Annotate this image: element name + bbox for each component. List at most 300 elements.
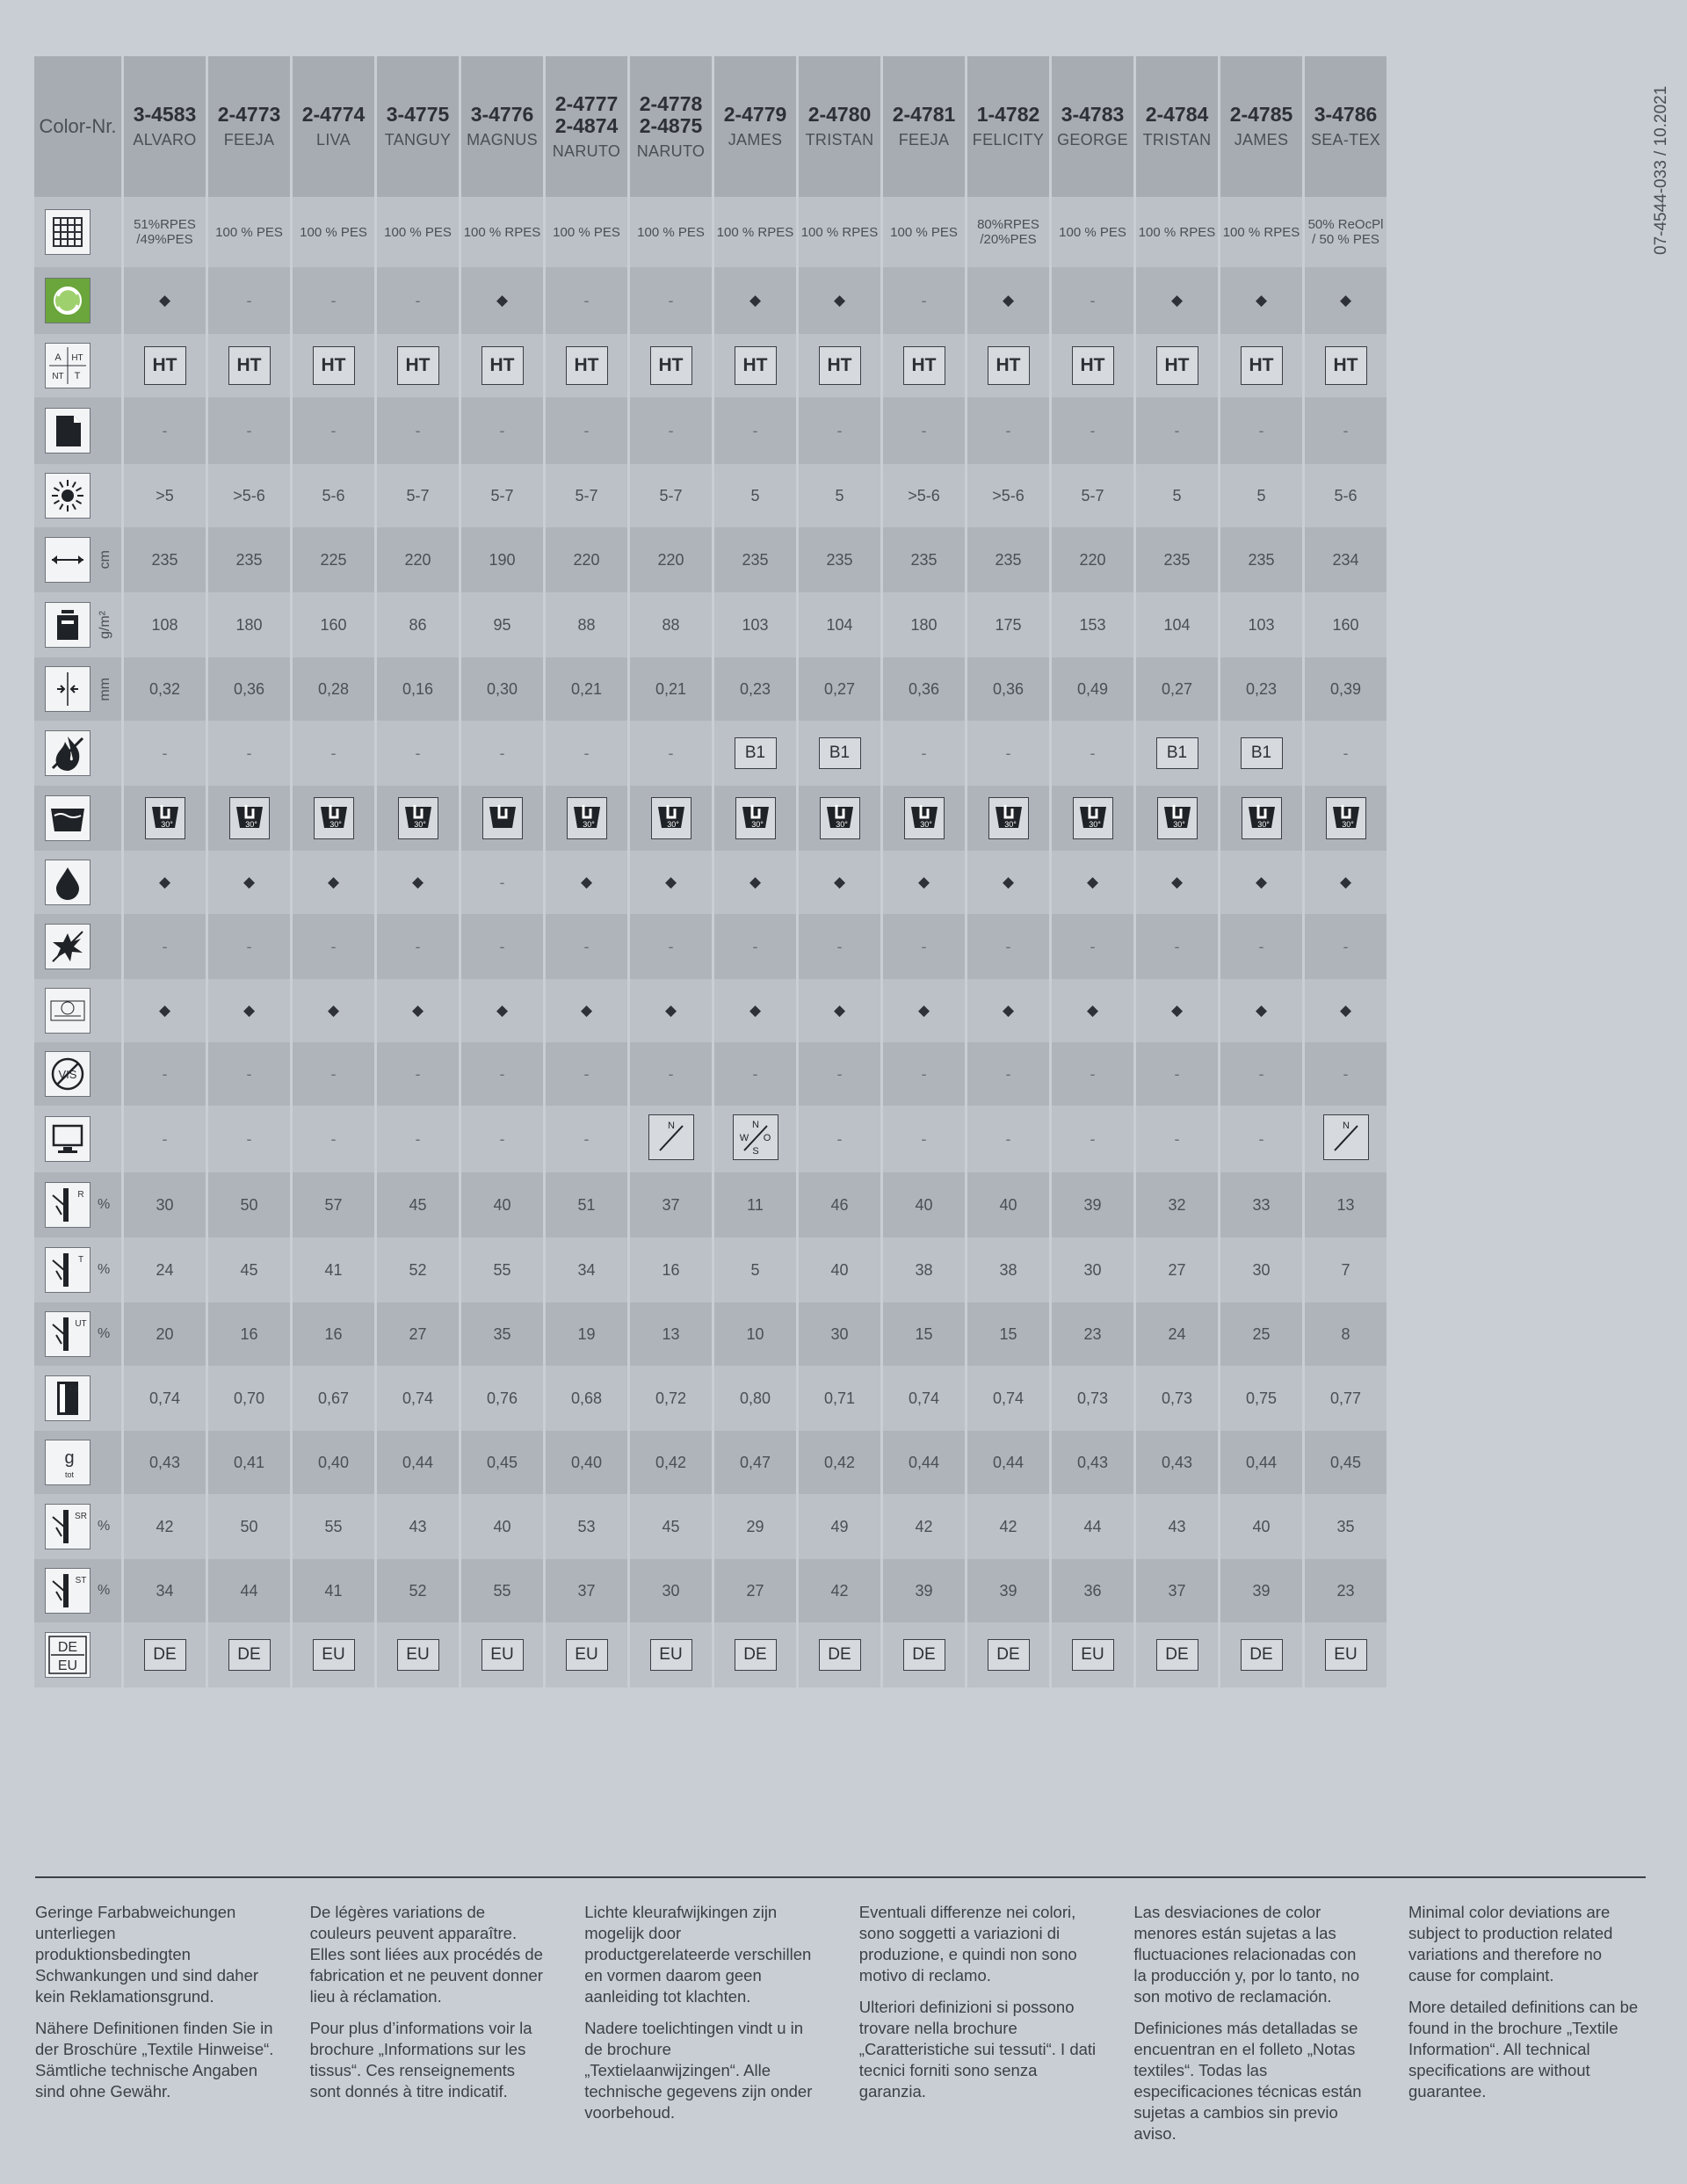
spec-value: 0,74 <box>148 1389 181 1407</box>
spec-cell <box>630 851 712 914</box>
spec-cell <box>1220 1237 1302 1302</box>
spec-value: 30 <box>1252 1260 1271 1279</box>
dash-mark: - <box>499 1064 505 1083</box>
spec-cell <box>293 1622 374 1687</box>
spec-cell <box>377 197 459 267</box>
spec-value: 30 <box>156 1195 174 1214</box>
svg-text:VIS: VIS <box>58 1068 77 1081</box>
spec-cell <box>1052 914 1133 979</box>
spec-cell <box>546 334 627 397</box>
diamond-mark: ◆ <box>158 292 171 308</box>
spec-cell <box>1305 1366 1387 1431</box>
spec-cell <box>1052 592 1133 657</box>
footer-note: Nadere toelichtingen vindt u in de brochure „Textielaanwijzingen“. Alle technische gegevens zijn onder voorbehoud. <box>584 2019 813 2122</box>
spec-cell <box>377 1237 459 1302</box>
color-column-header <box>883 56 965 197</box>
spec-cell <box>1136 1622 1218 1687</box>
diamond-mark: ◆ <box>1339 1002 1352 1019</box>
dash-mark: - <box>836 1129 843 1148</box>
spec-cell <box>377 1494 459 1559</box>
spec-cell <box>799 721 880 786</box>
composition-value: 100 % RPES <box>1222 224 1300 240</box>
spec-cell <box>799 1237 880 1302</box>
spec-value: 40 <box>830 1260 849 1279</box>
diamond-mark: ◆ <box>580 1002 593 1019</box>
dash-mark: - <box>246 291 252 309</box>
spec-value: 45 <box>240 1260 258 1279</box>
color-code-alt: 2-4874 <box>554 113 619 137</box>
spec-cell <box>799 1431 880 1494</box>
flame-icon <box>45 730 91 776</box>
spec-cell <box>1305 1431 1387 1494</box>
spec-value: 19 <box>577 1324 596 1343</box>
spec-row <box>34 1494 1387 1559</box>
spec-value: 5-7 <box>575 486 598 504</box>
code-badge: B1 <box>819 737 861 769</box>
wash-30-icon <box>735 797 776 839</box>
spec-value: 180 <box>235 615 263 634</box>
spec-value: 50 <box>240 1195 258 1214</box>
color-code-alt: 2-4875 <box>639 113 703 137</box>
spec-value: 38 <box>915 1260 933 1279</box>
code-badge: DE <box>1241 1639 1283 1671</box>
composition-value: 100 % PES <box>384 224 452 240</box>
spec-cell <box>124 786 206 851</box>
spec-value: 0,44 <box>1245 1453 1278 1471</box>
spec-row-label <box>34 1042 121 1106</box>
dash-mark: - <box>246 744 252 762</box>
spec-cell <box>1305 1622 1387 1687</box>
spec-value: 0,39 <box>1329 679 1362 698</box>
fabric-name: JAMES <box>728 131 783 149</box>
spec-cell <box>799 851 880 914</box>
spec-cell <box>1136 1172 1218 1237</box>
spec-cell <box>293 197 374 267</box>
diamond-mark: ◆ <box>664 1002 677 1019</box>
spec-value: 41 <box>324 1260 343 1279</box>
spec-cell <box>883 1494 965 1559</box>
spec-cell <box>208 1559 290 1622</box>
spec-cell <box>883 267 965 334</box>
spec-value: 40 <box>493 1195 511 1214</box>
spec-value: 5 <box>1172 486 1182 504</box>
spec-cell <box>1136 527 1218 592</box>
spec-cell <box>714 1172 796 1237</box>
dash-mark: - <box>499 421 505 439</box>
compass-icon <box>1323 1114 1369 1160</box>
spec-cell <box>546 527 627 592</box>
spec-row-label <box>34 197 121 267</box>
spec-cell <box>1052 1366 1133 1431</box>
svg-text:g: g <box>64 1448 75 1468</box>
spec-value: 0,47 <box>739 1453 771 1471</box>
spec-value: 37 <box>1168 1581 1186 1600</box>
spec-value: 55 <box>324 1517 343 1535</box>
spec-cell <box>293 1042 374 1106</box>
code-badge: DE <box>903 1639 945 1671</box>
spec-value: 32 <box>1168 1195 1186 1214</box>
spec-cell <box>293 851 374 914</box>
fabric-name: ALVARO <box>133 131 197 149</box>
spec-value: 5-7 <box>1081 486 1104 504</box>
spec-value: 15 <box>999 1324 1017 1343</box>
spec-value: 27 <box>746 1581 764 1600</box>
fabric-spec-table <box>32 56 1389 1687</box>
spec-cell <box>967 334 1049 397</box>
svg-text:R: R <box>77 1190 84 1200</box>
spec-value: 235 <box>826 550 853 569</box>
spec-cell <box>208 721 290 786</box>
spec-cell <box>799 1622 880 1687</box>
spec-cell <box>124 1172 206 1237</box>
spec-value: 40 <box>915 1195 933 1214</box>
spec-value: 95 <box>493 615 511 634</box>
spec-cell <box>124 197 206 267</box>
spec-cell <box>1220 1494 1302 1559</box>
spec-cell <box>630 1237 712 1302</box>
spec-value: 0,21 <box>655 679 687 698</box>
dash-mark: - <box>162 744 168 762</box>
spec-cell <box>377 267 459 334</box>
spec-value: >5-6 <box>908 486 940 504</box>
spec-cell <box>967 1302 1049 1366</box>
spec-cell <box>377 1302 459 1366</box>
spec-cell <box>1136 1042 1218 1106</box>
spec-cell <box>461 1622 543 1687</box>
spec-value: 45 <box>409 1195 427 1214</box>
color-code: 2-4781 <box>892 103 956 126</box>
spec-cell <box>208 1494 290 1559</box>
spec-value: 13 <box>662 1324 680 1343</box>
spec-cell <box>461 786 543 851</box>
wash-30-icon <box>1326 797 1366 839</box>
spec-cell <box>1305 527 1387 592</box>
spec-value: 0,74 <box>402 1389 434 1407</box>
spec-cell <box>883 197 965 267</box>
unit-label: % <box>98 1197 111 1212</box>
spec-cell <box>124 721 206 786</box>
spec-cell <box>546 1431 627 1494</box>
spec-value: 88 <box>662 615 680 634</box>
spec-value: 7 <box>1341 1260 1350 1279</box>
spec-value: 8 <box>1341 1324 1350 1343</box>
spec-row-label <box>34 851 121 914</box>
dash-mark: - <box>1343 744 1349 762</box>
spec-cell <box>546 1106 627 1172</box>
spec-cell <box>1136 657 1218 721</box>
spec-cell <box>461 267 543 334</box>
spec-cell <box>967 979 1049 1042</box>
spec-cell <box>883 851 965 914</box>
width-arrow-icon <box>45 537 91 583</box>
spec-cell <box>377 721 459 786</box>
diamond-mark: ◆ <box>749 292 762 308</box>
wash-30-icon <box>314 797 354 839</box>
composition-value: 80%RPES /20%PES <box>977 217 1039 247</box>
spec-value: 0,76 <box>486 1389 518 1407</box>
spec-cell <box>630 914 712 979</box>
color-column-header <box>124 56 206 197</box>
spec-cell <box>883 334 965 397</box>
spec-value: 33 <box>1252 1195 1271 1214</box>
diamond-mark: ◆ <box>1170 292 1184 308</box>
spec-cell <box>967 1042 1049 1106</box>
code-badge: DE <box>228 1639 271 1671</box>
spec-value: 160 <box>1332 615 1359 634</box>
spec-cell <box>1220 721 1302 786</box>
spec-cell <box>208 397 290 464</box>
spec-cell <box>377 592 459 657</box>
spec-cell <box>883 657 965 721</box>
spec-value: 0,45 <box>486 1453 518 1471</box>
spec-value: 23 <box>1336 1581 1355 1600</box>
dash-mark: - <box>1005 1129 1011 1148</box>
svg-text:SR: SR <box>75 1512 87 1521</box>
spec-value: 24 <box>156 1260 174 1279</box>
spec-cell <box>1220 979 1302 1042</box>
spec-cell <box>1136 464 1218 527</box>
dash-mark: - <box>921 744 927 762</box>
spec-cell <box>1220 1302 1302 1366</box>
hand-wash-icon <box>482 797 523 839</box>
spec-row-label <box>34 1366 121 1431</box>
svg-text:ST: ST <box>75 1576 87 1585</box>
spec-row-label <box>34 464 121 527</box>
spec-cell <box>714 1431 796 1494</box>
fabric-name: FELICITY <box>972 131 1045 149</box>
color-column-header <box>546 56 627 197</box>
spec-cell <box>293 1302 374 1366</box>
spec-cell <box>714 657 796 721</box>
wash-30-icon <box>398 797 438 839</box>
spec-cell <box>883 721 965 786</box>
dash-mark: - <box>499 873 505 891</box>
spec-cell <box>714 334 796 397</box>
wash-30-icon <box>1073 797 1113 839</box>
vis-circle-icon <box>45 1051 91 1097</box>
ht-badge: HT <box>228 346 271 385</box>
spec-value: 30 <box>830 1324 849 1343</box>
color-code: 2-4777 <box>554 91 619 115</box>
spec-row <box>34 1302 1387 1366</box>
spec-cell <box>630 464 712 527</box>
spec-value: 41 <box>324 1581 343 1600</box>
ht-badge: HT <box>481 346 524 385</box>
spec-cell <box>967 786 1049 851</box>
spec-cell <box>630 1366 712 1431</box>
svg-text:30°: 30° <box>750 820 764 829</box>
svg-text:tot: tot <box>64 1470 75 1479</box>
diamond-mark: ◆ <box>1086 1002 1099 1019</box>
spec-value: 0,67 <box>317 1389 350 1407</box>
color-column-header <box>799 56 880 197</box>
spec-row <box>34 914 1387 979</box>
dash-mark: - <box>330 744 337 762</box>
spec-row-label <box>34 786 121 851</box>
spec-value: 10 <box>746 1324 764 1343</box>
spec-cell <box>1052 1559 1133 1622</box>
fabric-name: FEEJA <box>223 131 275 149</box>
spec-value: 0,71 <box>823 1389 856 1407</box>
spec-cell <box>461 851 543 914</box>
color-column-header <box>293 56 374 197</box>
spec-cell <box>124 1622 206 1687</box>
spec-cell <box>1136 397 1218 464</box>
spec-cell <box>377 979 459 1042</box>
svg-text:30°: 30° <box>1088 820 1101 829</box>
footer-column <box>35 1902 274 2155</box>
color-column-header <box>967 56 1049 197</box>
spec-value: 5-6 <box>1334 486 1358 504</box>
spec-cell <box>883 527 965 592</box>
dash-mark: - <box>330 291 337 309</box>
spec-value: 0,77 <box>1329 1389 1362 1407</box>
svg-text:30°: 30° <box>1003 820 1017 829</box>
ht-badge: HT <box>650 346 692 385</box>
unit-label: g/m² <box>98 611 112 639</box>
dash-mark: - <box>1343 421 1349 439</box>
ht-badge: HT <box>1325 346 1367 385</box>
footer-notes <box>35 1902 1647 2155</box>
spec-cell <box>1052 1302 1133 1366</box>
spec-cell <box>714 1237 796 1302</box>
spec-cell <box>883 1431 965 1494</box>
spec-value: 235 <box>910 550 938 569</box>
dash-mark: - <box>162 1064 168 1083</box>
footer-note: Ulteriori definizioni si possono trovare nella brochure „Caratteristiche sui tessuti“. I dati tecnici forniti sono senza garanzia. <box>858 1998 1097 2101</box>
svg-text:30°: 30° <box>1341 820 1354 829</box>
spec-cell <box>1136 197 1218 267</box>
spec-cell <box>461 1559 543 1622</box>
dash-mark: - <box>162 937 168 955</box>
spec-cell <box>546 1302 627 1366</box>
spec-cell <box>293 914 374 979</box>
dash-mark: - <box>246 937 252 955</box>
dash-mark: - <box>583 1129 590 1148</box>
spec-cell <box>883 1302 965 1366</box>
spec-value: 235 <box>235 550 263 569</box>
color-column-header <box>1136 56 1218 197</box>
spec-row-label <box>34 1172 121 1237</box>
spec-cell <box>293 1106 374 1172</box>
color-code: 3-4783 <box>1061 103 1125 126</box>
spec-value: 0,36 <box>992 679 1025 698</box>
composition-value: 100 % PES <box>890 224 958 240</box>
compass-icon <box>733 1114 778 1160</box>
spec-cell <box>1305 1172 1387 1237</box>
dash-mark: - <box>1258 1129 1264 1148</box>
spec-value: 13 <box>1336 1195 1355 1214</box>
spec-cell <box>714 1622 796 1687</box>
spec-cell <box>293 786 374 851</box>
fabric-name: TRISTAN <box>805 131 874 149</box>
spec-cell <box>124 1494 206 1559</box>
spec-cell <box>1052 657 1133 721</box>
spec-value: 5 <box>835 486 844 504</box>
spec-cell <box>461 464 543 527</box>
recycled-globe-icon <box>45 278 91 323</box>
dash-mark: - <box>415 291 421 309</box>
diamond-mark: ◆ <box>243 874 256 890</box>
dash-mark: - <box>499 1129 505 1148</box>
spec-row-label <box>34 267 121 334</box>
spec-cell <box>1305 1302 1387 1366</box>
spec-cell <box>208 464 290 527</box>
spec-cell <box>124 267 206 334</box>
color-code: 2-4780 <box>807 103 872 126</box>
spec-cell <box>1220 464 1302 527</box>
solar-sr-icon <box>45 1504 91 1549</box>
footer-note: Pour plus d’informations voir la brochure „Informations sur les tissus“. Ces renseignements sont donnés à titre indicatif. <box>309 2019 532 2101</box>
spec-cell <box>1052 1494 1133 1559</box>
composition-value: 100 % PES <box>1059 224 1126 240</box>
diamond-mark: ◆ <box>917 874 930 890</box>
spec-cell <box>293 527 374 592</box>
dash-mark: - <box>583 937 590 955</box>
spec-cell <box>546 267 627 334</box>
spec-cell <box>461 657 543 721</box>
spec-cell <box>799 1559 880 1622</box>
spec-cell <box>208 786 290 851</box>
spec-cell <box>546 1172 627 1237</box>
spec-cell <box>1136 1366 1218 1431</box>
spec-cell <box>714 267 796 334</box>
diamond-mark: ◆ <box>327 874 340 890</box>
wash-30-icon <box>904 797 945 839</box>
spec-cell <box>377 1431 459 1494</box>
dash-mark: - <box>246 1064 252 1083</box>
footer-note: Nähere Definitionen finden Sie in der Broschüre „Textile Hinweise“. Sämtliche technische Angaben sind ohne Gewähr. <box>35 2019 274 2101</box>
spec-value: 11 <box>747 1195 764 1214</box>
dash-mark: - <box>1174 937 1180 955</box>
unit-label: % <box>98 1583 111 1598</box>
spec-value: 43 <box>1168 1517 1186 1535</box>
spec-cell <box>1052 1237 1133 1302</box>
spec-cell <box>799 1302 880 1366</box>
footer-note: Las desviaciones de color menores están sujetas a las fluctuaciones relacionadas con la producción y, por lo tanto, no son motivo de reclamación. <box>1133 1903 1360 2006</box>
dash-mark: - <box>1343 937 1349 955</box>
solar-transmission-icon <box>45 1247 91 1293</box>
spec-cell <box>293 721 374 786</box>
spec-value: 16 <box>662 1260 680 1279</box>
spec-cell <box>1305 657 1387 721</box>
spec-cell <box>799 1042 880 1106</box>
spec-row-label <box>34 721 121 786</box>
diamond-mark: ◆ <box>243 1002 256 1019</box>
spec-cell <box>293 592 374 657</box>
spec-row-label <box>34 1622 121 1687</box>
spec-cell <box>883 1042 965 1106</box>
spec-value: 37 <box>577 1581 596 1600</box>
ht-badge: HT <box>144 346 186 385</box>
spec-cell <box>293 1172 374 1237</box>
unit-label: % <box>98 1326 111 1341</box>
wash-30-icon <box>988 797 1029 839</box>
spec-cell <box>377 851 459 914</box>
spec-cell <box>461 721 543 786</box>
spec-row <box>34 1237 1387 1302</box>
diamond-mark: ◆ <box>411 874 424 890</box>
spec-cell <box>546 1366 627 1431</box>
spec-cell <box>377 1366 459 1431</box>
spec-value: 153 <box>1079 615 1106 634</box>
spec-cell <box>1136 1237 1218 1302</box>
spec-cell <box>461 592 543 657</box>
spec-cell <box>1220 1431 1302 1494</box>
svg-text:EU: EU <box>57 1658 78 1673</box>
spec-cell <box>1052 397 1133 464</box>
spec-value: 0,23 <box>1245 679 1278 698</box>
